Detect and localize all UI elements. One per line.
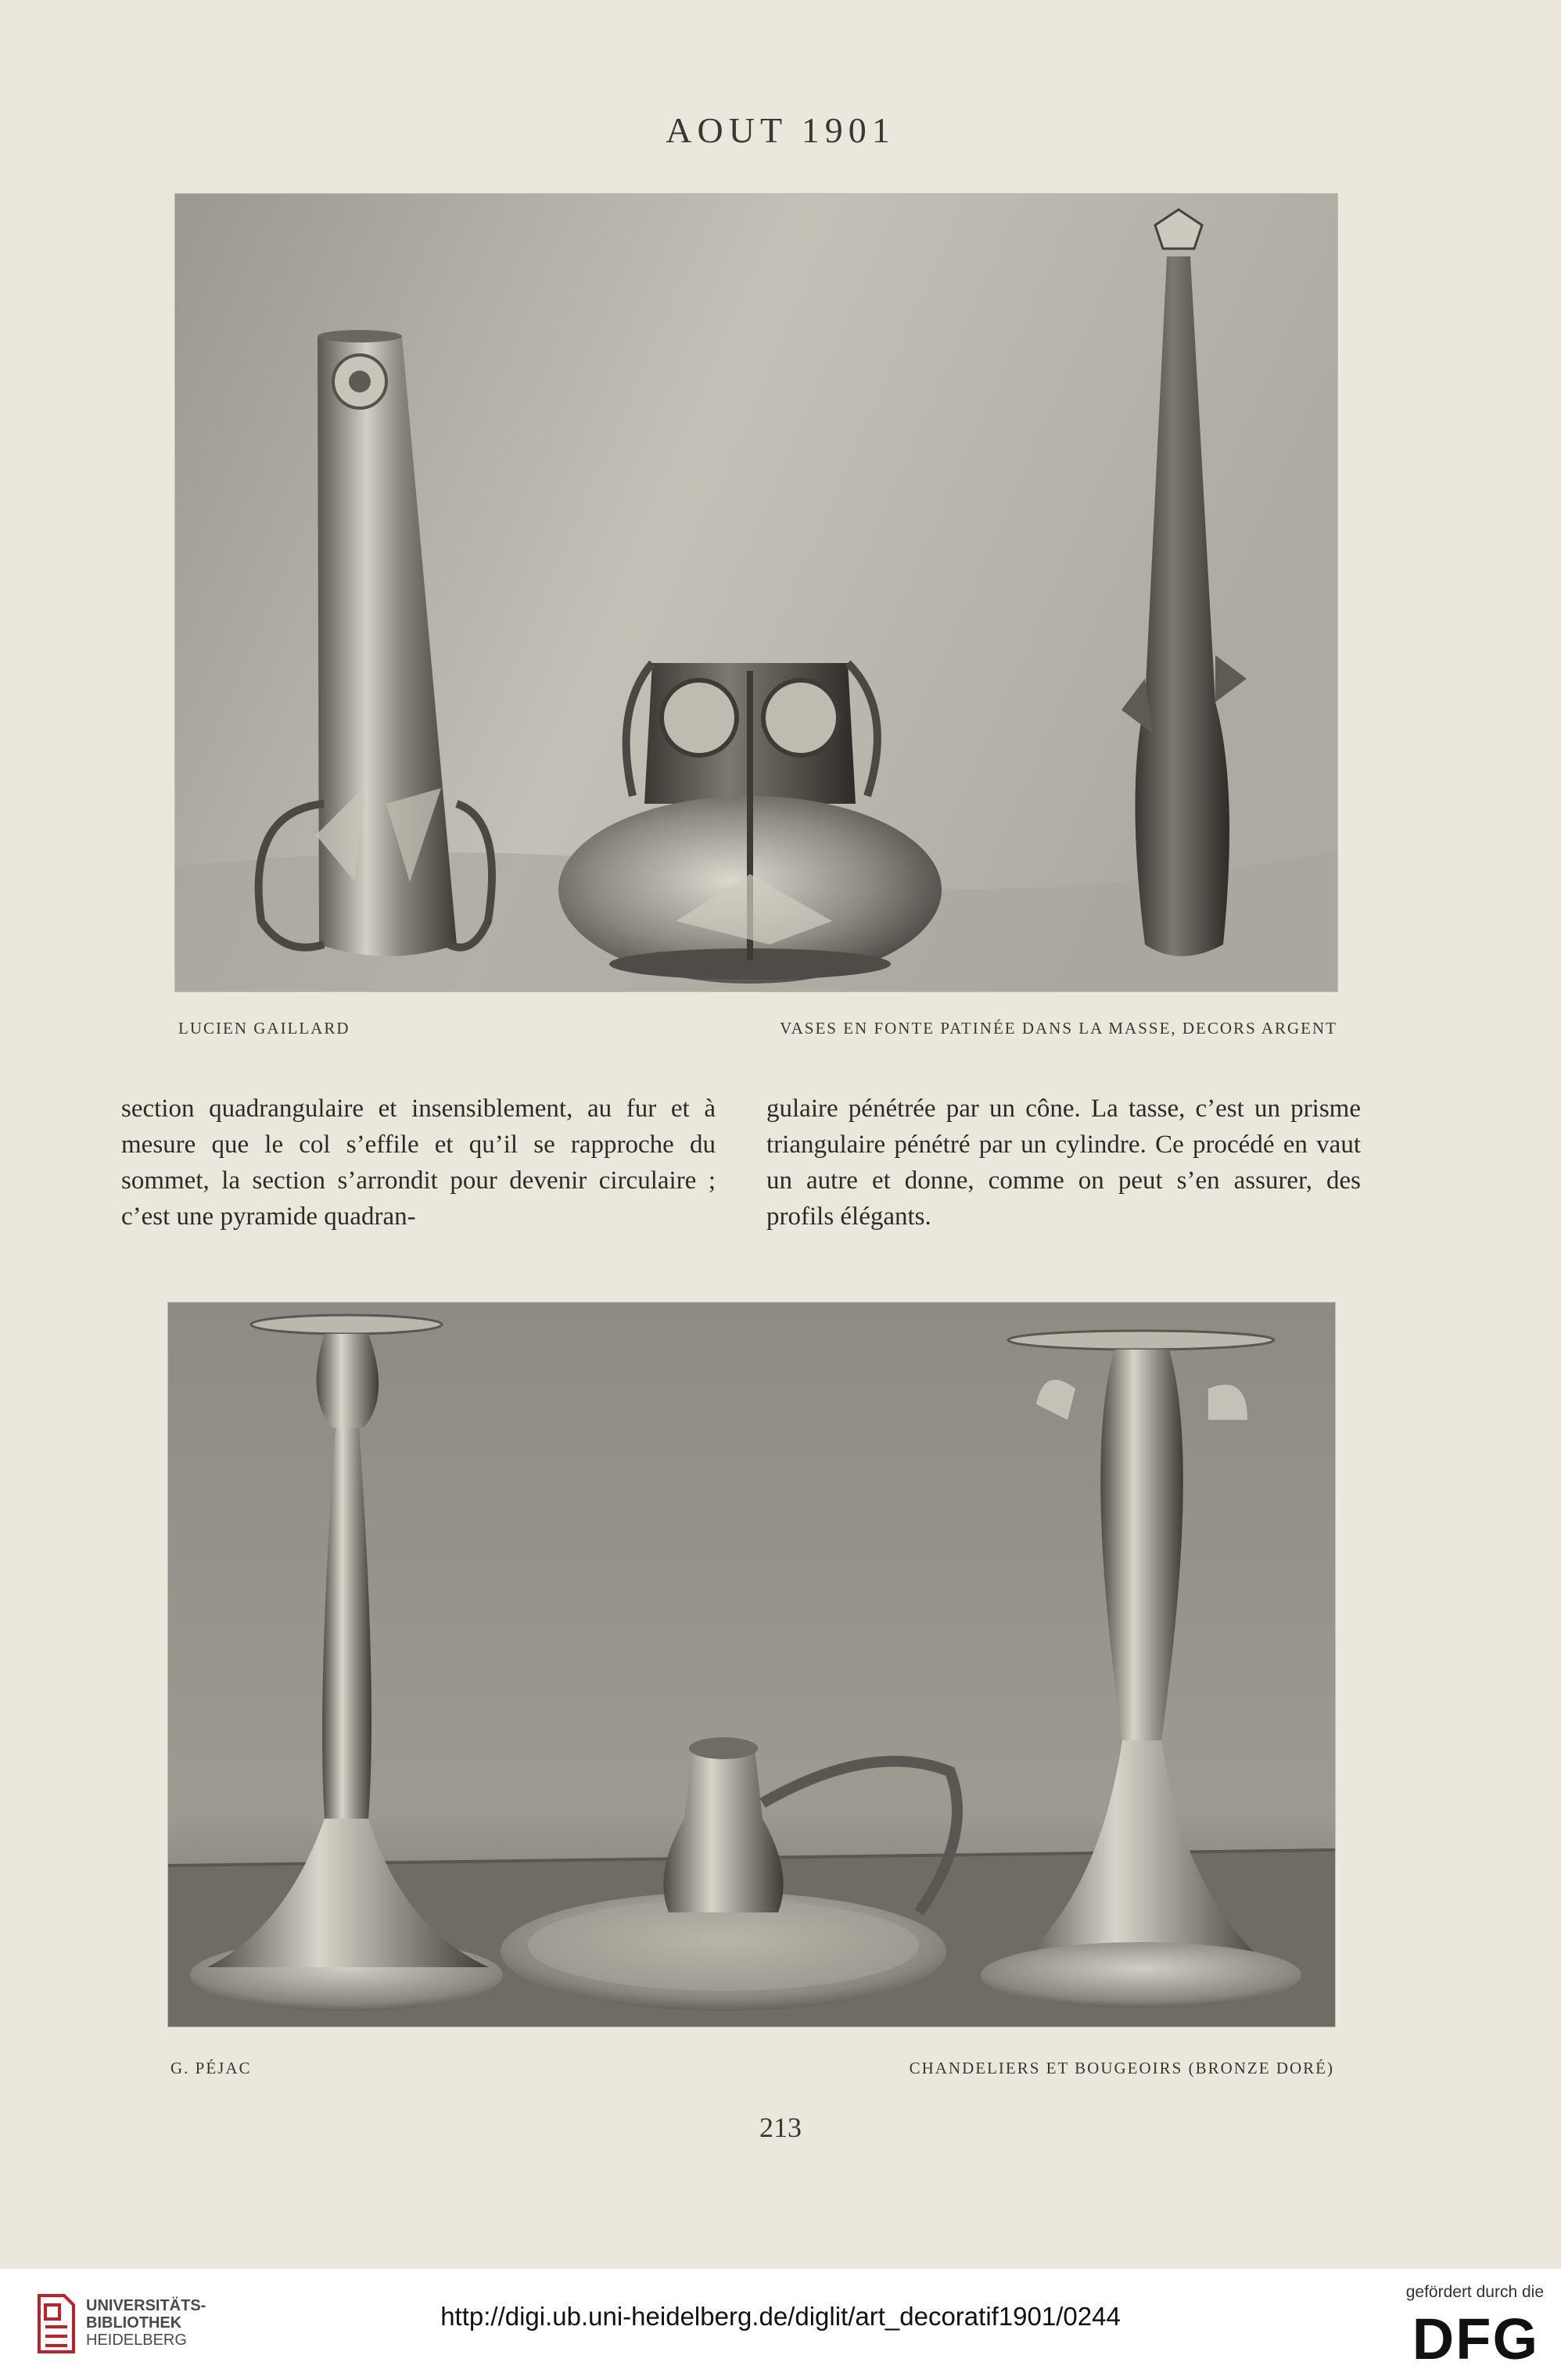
library-name-line1: UNIVERSITÄTS- <box>86 2297 206 2314</box>
caption-description-bottom: CHANDELIERS ET BOUGEOIRS (BRONZE DORÉ) <box>909 2059 1334 2077</box>
source-url-link[interactable]: http://digi.ub.uni-heidelberg.de/diglit/art_decoratif1901/0244 <box>440 2302 1121 2331</box>
library-name-line3: HEIDELBERG <box>86 2332 187 2349</box>
photo-vases <box>175 194 1337 991</box>
body-text-left: section quadrangulaire et insensiblement, au fur et à mesure que le col s’effile et qu’il se rapproche du sommet, la section s’arrondit pour devenir circulaire ; c’est une pyramide quadran- <box>121 1095 716 1231</box>
body-text-right: gulaire pénétrée par un cône. La tasse, c’est un prisme triangulaire pénétré par un cylindre. Ce procédé en vaut un autre et donne, comme on peut s’en assurer, des profils élégants. <box>766 1095 1361 1231</box>
funded-by-label: gefördert durch die <box>1405 2283 1544 2301</box>
caption-artist-top: LUCIEN GAILLARD <box>178 1019 350 1038</box>
photo-candlesticks <box>168 1303 1335 2027</box>
caption-description-top: VASES EN FONTE PATINÉE DANS LA MASSE, DECORS ARGENT <box>780 1019 1337 1038</box>
page-number: 213 <box>759 2112 802 2143</box>
dfg-logo: DFG <box>1412 2307 1539 2371</box>
footer-bar <box>0 2269 1561 2380</box>
caption-artist-bottom: G. PÉJAC <box>170 2059 252 2077</box>
page-header: AOUT 1901 <box>666 110 895 150</box>
library-name-line2: BIBLIOTHEK <box>86 2314 182 2332</box>
